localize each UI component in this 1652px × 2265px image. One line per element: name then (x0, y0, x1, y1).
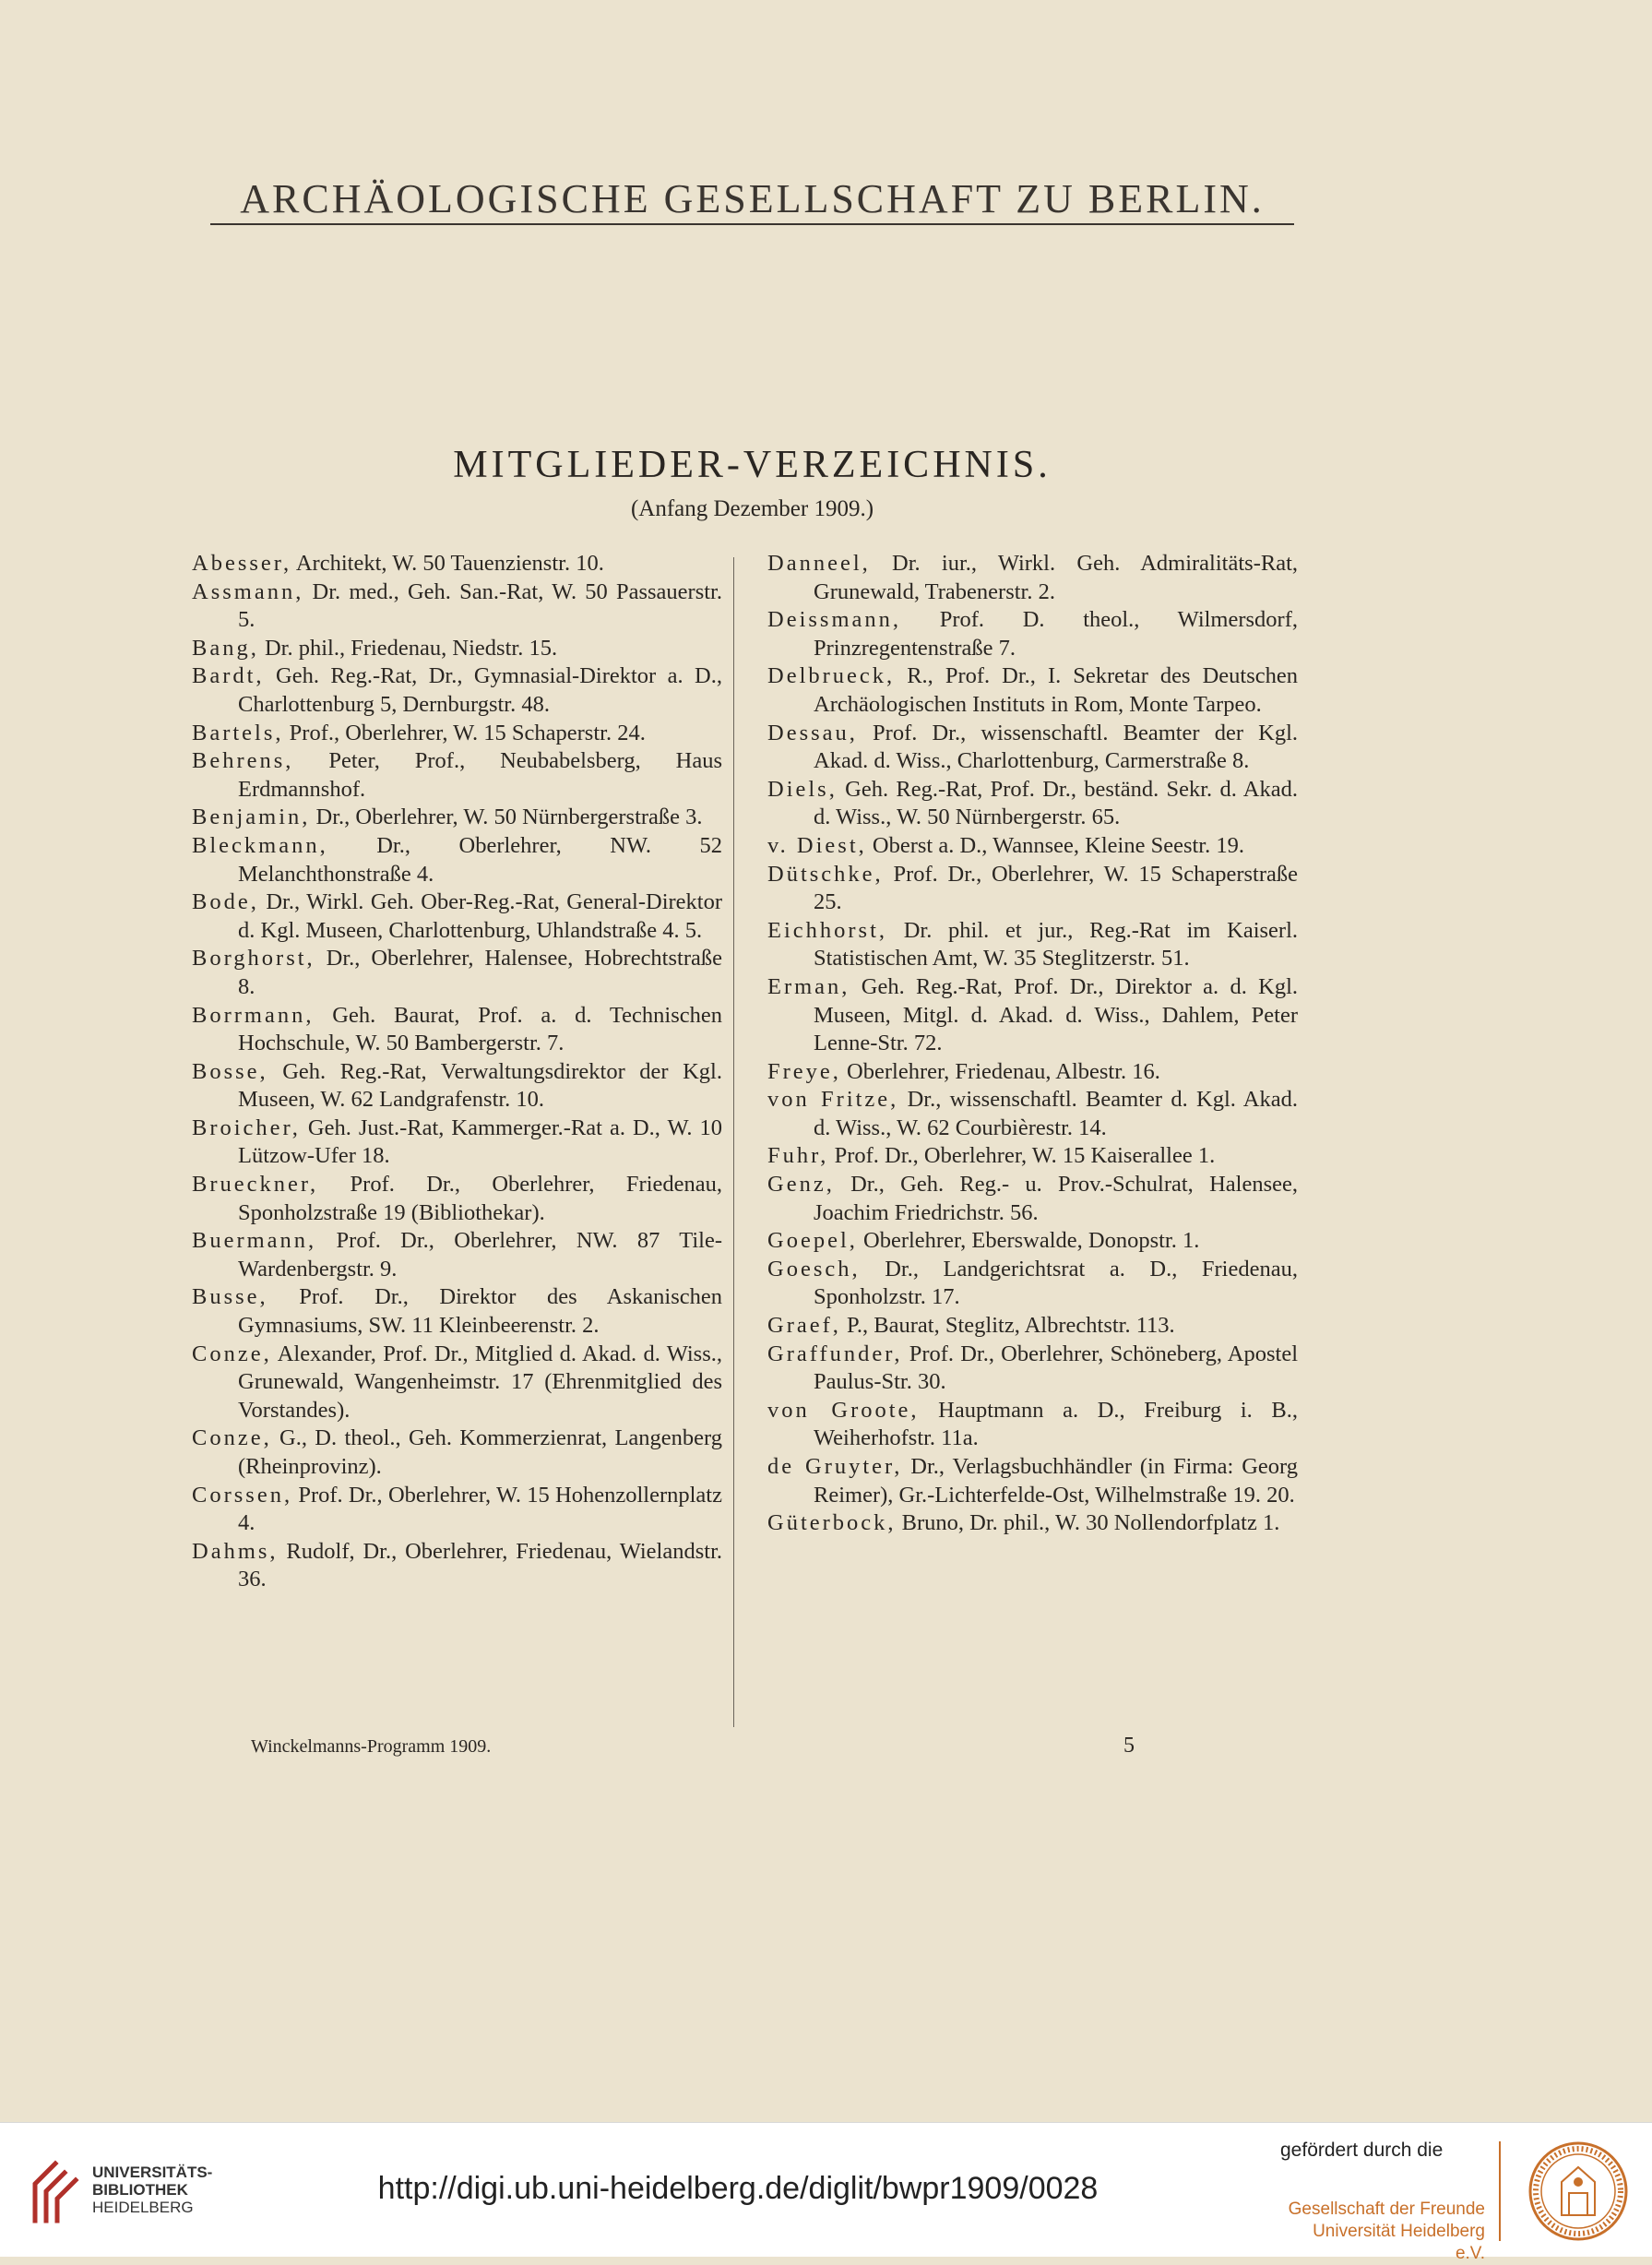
member-name: Broicher, (192, 1115, 301, 1140)
member-details: Prof., Oberlehrer, W. 15 Schaperstr. 24. (289, 720, 646, 745)
footer-publication: Winckelmanns-Programm 1909. (251, 1736, 492, 1757)
member-details: R., Prof. Dr., I. Sekretar des Deutschen Archäologischen Instituts in Rom, Monte Tarpeo. (814, 663, 1298, 717)
member-entry (192, 1171, 722, 1227)
member-name: de Gruyter, (767, 1454, 903, 1479)
member-name: Freye, (767, 1058, 841, 1084)
member-details: Hauptmann a. D., Freiburg i. B., Weiherhofstr. 11a. (814, 1397, 1298, 1451)
member-entry (192, 1341, 722, 1425)
member-details: G., D. theol., Geh. Kommerzienrat, Langenberg (Rheinprovinz). (238, 1425, 723, 1479)
member-details: Oberlehrer, Friedenau, Albestr. 16. (847, 1058, 1160, 1084)
member-entry (767, 550, 1298, 606)
member-name: Conze, (192, 1425, 272, 1451)
member-details: Prof. Dr., Oberlehrer, Schöneberg, Apostel Paulus-Str. 30. (814, 1341, 1299, 1395)
member-name: Genz, (767, 1172, 835, 1198)
member-details: Prof. Dr., Oberlehrer, W. 15 Schaperstraße 25. (814, 861, 1299, 915)
member-details: Geh. Reg.-Rat, Dr., Gymnasial-Direktor a. D., Charlottenburg 5, Dernburgstr. 48. (238, 663, 722, 717)
member-name: Diels, (767, 776, 838, 802)
permalink-url[interactable]: http://digi.ub.uni-heidelberg.de/diglit/bwpr1909/0028 (377, 2171, 1099, 2206)
member-name: Brueckner, (192, 1172, 319, 1198)
member-details: Alexander, Prof. Dr., Mitglied d. Akad. d. Wiss., Grunewald, Wangenheimstr. 17 (Ehrenmitglied des Vorstandes). (238, 1341, 723, 1423)
member-details: Dr., wissenschaftl. Beamter d. Kgl. Akad. d. Wiss., W. 62 Courbièrestr. 14. (814, 1087, 1298, 1140)
member-entry (767, 1171, 1298, 1227)
member-details: Architekt, W. 50 Tauenzienstr. 10. (295, 551, 604, 576)
member-details: Dr., Oberlehrer, NW. 52 Melanchthonstraße 4. (238, 832, 723, 887)
member-name: Danneel, (767, 551, 871, 576)
member-details: Geh. Reg.-Rat, Prof. Dr., Direktor a. d. Kgl. Museen, Mitgl. d. Akad. d. Wiss., Dahlem, Peter Lenne-Str. 72. (814, 973, 1299, 1056)
member-name: Deissmann, (767, 607, 901, 633)
member-details: Prof. Dr., wissenschaftl. Beamter der Kgl. Akad. d. Wiss., Charlottenburg, Carmerstraße 8. (814, 720, 1299, 774)
member-name: Dütschke, (767, 861, 884, 887)
member-entry (192, 1425, 722, 1481)
member-details: Rudolf, Dr., Oberlehrer, Friedenau, Wielandstr. 36. (238, 1538, 722, 1592)
member-name: Bartels, (192, 720, 284, 745)
sponsor-divider (1499, 2141, 1501, 2241)
member-details: Dr., Verlagsbuchhändler (in Firma: Georg Reimer), Gr.-Lichterfelde-Ost, Wilhelmstraße 19. 20. (814, 1454, 1299, 1508)
member-details: Dr. med., Geh. San.-Rat, W. 50 Passauerstr. 5. (238, 578, 722, 633)
sponsor-name (1284, 2199, 1485, 2265)
member-name: Graef, (767, 1313, 841, 1339)
member-name: Borrmann, (192, 1002, 315, 1028)
member-entry (767, 776, 1298, 832)
member-details: Dr., Landgerichtsrat a. D., Friedenau, Sponholzstr. 17. (814, 1256, 1298, 1310)
member-name: von Fritze, (767, 1087, 899, 1113)
member-entry (767, 1058, 1298, 1087)
member-entry (767, 1312, 1298, 1341)
member-entry (192, 550, 722, 578)
digitization-banner (0, 2122, 1652, 2263)
member-entry (192, 720, 722, 748)
running-head: ARCHÄOLOGISCHE GESELLSCHAFT ZU BERLIN. (240, 176, 1265, 221)
page-subtitle: (Anfang Dezember 1909.) (630, 496, 874, 521)
member-name: Goesch, (767, 1256, 861, 1282)
library-name-line: HEIDELBERG (92, 2199, 194, 2216)
member-name: Graffunder, (767, 1341, 903, 1366)
member-entry (192, 1002, 722, 1058)
member-entry (767, 1086, 1298, 1142)
member-name: Güterbock, (767, 1510, 897, 1536)
member-entry (192, 832, 722, 888)
member-name: Abesser, (192, 551, 292, 576)
member-entry (767, 861, 1298, 917)
university-seal-icon (1527, 2140, 1630, 2243)
member-details: Geh. Reg.-Rat, Prof. Dr., beständ. Sekr. d. Akad. d. Wiss., W. 50 Nürnbergerstr. 65. (814, 776, 1298, 830)
member-name: Dahms, (192, 1538, 279, 1564)
member-details: Dr. phil. et jur., Reg.-Rat im Kaiserl. Statistischen Amt, W. 35 Steglitzerstr. 51. (814, 917, 1298, 972)
member-entry (767, 917, 1298, 973)
member-name: Behrens, (192, 748, 294, 774)
member-details: Geh. Baurat, Prof. a. d. Technischen Hochschule, W. 50 Bambergerstr. 7. (238, 1002, 723, 1056)
member-name: von Groote, (767, 1397, 920, 1423)
member-entry (192, 1115, 722, 1171)
member-entry (767, 832, 1298, 861)
member-name: Busse, (192, 1284, 268, 1310)
member-entry (767, 1397, 1298, 1453)
member-details: Geh. Reg.-Rat, Verwaltungsdirektor der Kgl. Museen, W. 62 Landgrafenstr. 10. (238, 1058, 722, 1113)
member-name: Fuhr, (767, 1143, 829, 1169)
member-entry (192, 1482, 722, 1538)
member-entry (192, 804, 722, 832)
member-entry (192, 1227, 722, 1283)
member-details: Peter, Prof., Neubabelsberg, Haus Erdmannshof. (238, 748, 722, 802)
member-details: Oberlehrer, Eberswalde, Donopstr. 1. (863, 1228, 1200, 1254)
column-divider (733, 557, 734, 1727)
member-name: Bang, (192, 635, 259, 661)
member-entry (767, 662, 1298, 719)
member-name: Erman, (767, 973, 850, 999)
member-name: Dessau, (767, 720, 858, 745)
member-details: Prof. Dr., Direktor des Askanischen Gymnasiums, SW. 11 Kleinbeerenstr. 2. (238, 1284, 722, 1339)
member-details: Prof. Dr., Oberlehrer, Friedenau, Sponholzstraße 19 (Bibliothekar). (238, 1172, 723, 1225)
member-name: Bardt, (192, 663, 265, 689)
member-details: Dr. phil., Friedenau, Niedstr. 15. (264, 635, 558, 661)
member-details: P., Baurat, Steglitz, Albrechtstr. 113. (847, 1313, 1175, 1339)
member-name: Delbrueck, (767, 663, 896, 689)
member-details: Dr., Oberlehrer, Halensee, Hobrechtstraße 8. (238, 946, 722, 999)
member-entry (192, 635, 722, 663)
member-name: Bosse, (192, 1058, 268, 1084)
member-name: v. Diest, (767, 832, 867, 858)
members-column-left (192, 550, 722, 1594)
library-logo-icon (28, 2156, 85, 2226)
member-entry (767, 1453, 1298, 1509)
member-name: Goepel, (767, 1228, 858, 1254)
member-details: Prof. Dr., Oberlehrer, NW. 87 Tile-Wardenbergstr. 9. (238, 1228, 722, 1282)
member-name: Borghorst, (192, 946, 315, 972)
member-details: Prof. Dr., Oberlehrer, W. 15 Hohenzollernplatz 4. (238, 1482, 722, 1536)
member-entry (767, 1227, 1298, 1256)
sponsor-label: gefördert durch die (1280, 2140, 1444, 2161)
member-details: Dr., Oberlehrer, W. 50 Nürnbergerstraße 3. (315, 805, 703, 830)
member-details: Oberst a. D., Wannsee, Kleine Seestr. 19. (872, 832, 1244, 858)
members-column-right (767, 550, 1298, 1538)
member-entry (767, 1142, 1298, 1171)
member-name: Bleckmann, (192, 832, 328, 858)
member-name: Assmann, (192, 578, 304, 604)
member-details: Prof. Dr., Oberlehrer, W. 15 Kaiserallee 1. (834, 1143, 1216, 1169)
member-entry (192, 888, 722, 945)
member-details: Dr., Wirkl. Geh. Ober-Reg.-Rat, General-Direktor d. Kgl. Museen, Charlottenburg, Uhlandstraße 4. 5. (238, 889, 722, 943)
member-entry (192, 578, 722, 635)
member-entry (767, 1341, 1298, 1397)
sponsor-name-line: Universität Heidelberg e.V. (1313, 2222, 1485, 2263)
sponsor-name-line: Gesellschaft der Freunde (1288, 2199, 1485, 2219)
member-name: Conze, (192, 1341, 272, 1366)
member-details: Dr., Geh. Reg.- u. Prov.-Schulrat, Halensee, Joachim Friedrichstr. 56. (814, 1172, 1298, 1225)
library-name-line: BIBLIOTHEK (92, 2181, 188, 2199)
member-name: Eichhorst, (767, 917, 888, 943)
member-entry (192, 1538, 722, 1594)
member-name: Benjamin, (192, 805, 311, 830)
member-details: Dr. iur., Wirkl. Geh. Admiralitäts-Rat, Grunewald, Trabenerstr. 2. (814, 551, 1299, 604)
member-entry (767, 973, 1298, 1058)
member-name: Bode, (192, 889, 259, 915)
library-name (92, 2164, 212, 2216)
member-details: Geh. Just.-Rat, Kammerger.-Rat a. D., W. 10 Lützow-Ufer 18. (238, 1115, 723, 1169)
page-title: MITGLIEDER-VERZEICHNIS. (453, 444, 1052, 486)
member-entry (767, 1256, 1298, 1312)
member-details: Bruno, Dr. phil., W. 30 Nollendorfplatz 1. (901, 1510, 1280, 1536)
member-entry (192, 1058, 722, 1115)
member-entry (767, 720, 1298, 776)
member-details: Prof. D. theol., Wilmersdorf, Prinzregentenstraße 7. (814, 607, 1298, 661)
member-entry (192, 945, 722, 1001)
member-entry (192, 662, 722, 719)
member-entry (192, 1283, 722, 1340)
member-entry (767, 606, 1298, 662)
member-entry (767, 1509, 1298, 1538)
header-rule (210, 223, 1294, 225)
library-name-line: UNIVERSITÄTS- (92, 2164, 213, 2181)
member-name: Buermann, (192, 1228, 317, 1254)
member-entry (192, 747, 722, 804)
page-number: 5 (1123, 1734, 1135, 1758)
member-name: Corssen, (192, 1482, 293, 1508)
